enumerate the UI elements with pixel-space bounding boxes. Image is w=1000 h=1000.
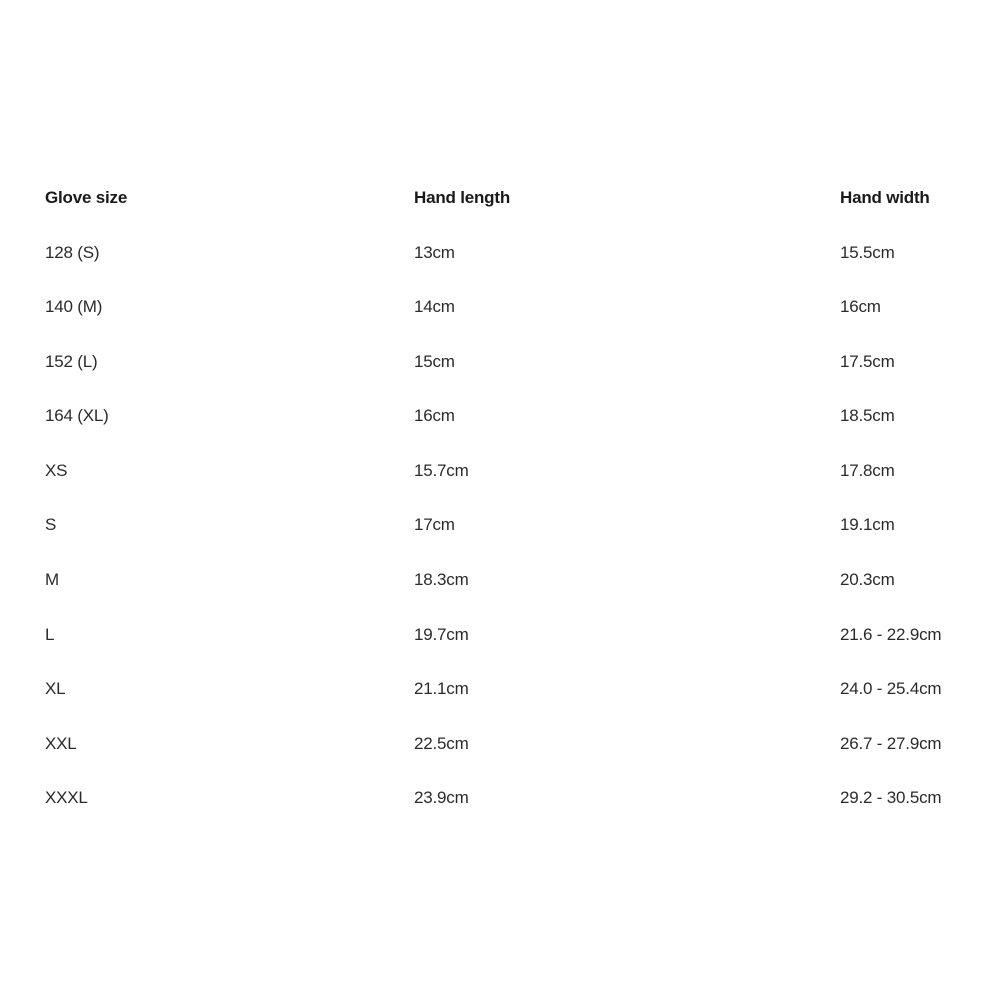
hand-length-cell: 19.7cm [414,625,469,644]
table-row [0,674,1000,704]
table-row [0,565,1000,595]
hand-length-cell: 17cm [414,515,455,534]
glove-size-cell: XS [45,461,68,480]
glove-size-cell: 152 (L) [45,352,98,371]
hand-width-cell: 29.2 - 30.5cm [840,788,942,807]
hand-width-cell: 15.5cm [840,243,895,262]
glove-size-cell: S [45,515,57,534]
table-row [0,401,1000,431]
hand-length-cell: 15cm [414,352,455,371]
glove-size-cell: 140 (M) [45,297,103,316]
table-row [0,347,1000,377]
hand-width-cell: 24.0 - 25.4cm [840,679,942,698]
table-row [0,620,1000,650]
hand-width-cell: 18.5cm [840,406,895,425]
table-row [0,456,1000,486]
hand-length-cell: 21.1cm [414,679,469,698]
table-row [0,238,1000,268]
header-hand-length: Hand length [414,188,511,207]
hand-width-cell: 19.1cm [840,515,895,534]
hand-length-cell: 23.9cm [414,788,469,807]
hand-length-cell: 15.7cm [414,461,469,480]
glove-size-cell: XXL [45,734,77,753]
hand-width-cell: 16cm [840,297,881,316]
glove-size-cell: 164 (XL) [45,406,109,425]
hand-length-cell: 16cm [414,406,455,425]
glove-size-cell: XXXL [45,788,88,807]
glove-size-cell: L [45,625,55,644]
glove-size-cell: 128 (S) [45,243,100,262]
table-row [0,783,1000,813]
table-row [0,292,1000,322]
hand-width-cell: 20.3cm [840,570,895,589]
hand-width-cell: 17.5cm [840,352,895,371]
table-header-row [0,183,1000,213]
hand-width-cell: 17.8cm [840,461,895,480]
table-row [0,729,1000,759]
header-glove-size: Glove size [45,188,128,207]
hand-length-cell: 14cm [414,297,455,316]
hand-width-cell: 21.6 - 22.9cm [840,625,942,644]
glove-size-cell: XL [45,679,66,698]
hand-length-cell: 18.3cm [414,570,469,589]
hand-length-cell: 22.5cm [414,734,469,753]
table-row [0,510,1000,540]
glove-size-cell: M [45,570,59,589]
hand-width-cell: 26.7 - 27.9cm [840,734,942,753]
header-hand-width: Hand width [840,188,930,207]
hand-length-cell: 13cm [414,243,455,262]
